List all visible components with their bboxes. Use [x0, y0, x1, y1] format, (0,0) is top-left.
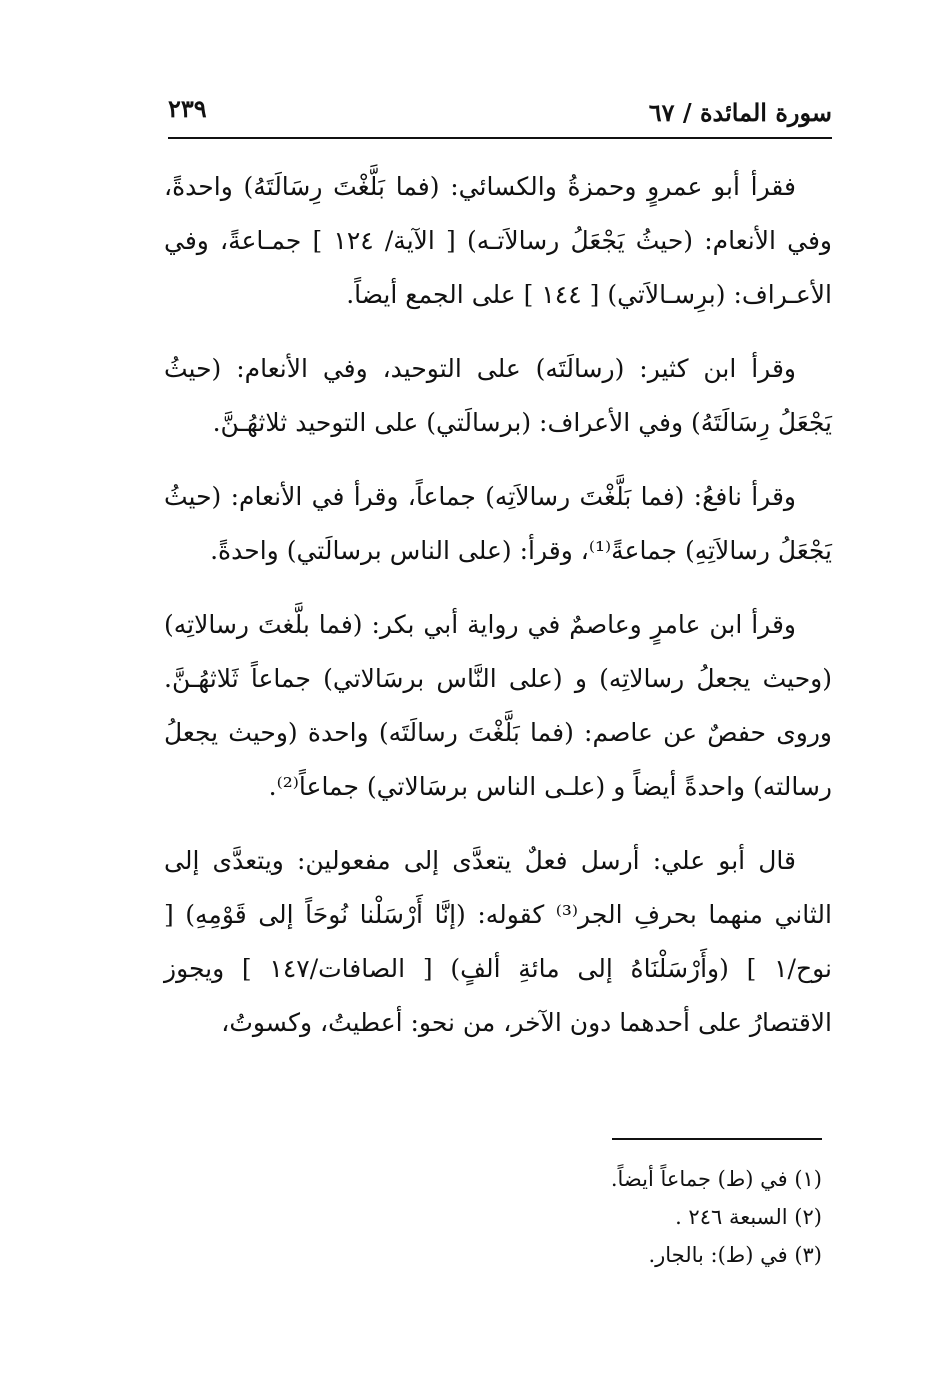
paragraph-4: وقرأ ابن عامرٍ وعاصمٌ في رواية أبي بكر: (فما بلَّغتَ رسالاتِه) (وحيث يجعلُ رسالاتِه) و (على النَّاس برسَالاتي) جماعاً ثَلاثهُـنَّ. وروى حفصٌ عن عاصم: (فما بَلَّغْتَ رسالَتَه) واحدة (وحيث يجعلُ رسالته) واحدةً أيضاً و (علـى الناس برسَالاتي) جماعاً⁽²⁾. [164, 610, 832, 801]
footnote-2: (٢) السبعة ٢٤٦ . [675, 1205, 822, 1229]
footnote-3: (٣) في (ط): بالجار. [648, 1243, 822, 1267]
paragraph-2: وقرأ ابن كثير: (رسالَتَه) على التوحيد، وفي الأنعام: (حيثُ يَجْعَلُ رِسَالَتَهُ) وفي الأعراف: (برسالَتي) على التوحيد ثلاثهُـنَّ. [164, 354, 832, 437]
paragraph-3: وقرأ نافعُ: (فما بَلَّغْتَ رسالاَتِه) جماعاً، وقرأ في الأنعام: (حيثُ يَجْعَلُ رسالاَتِهِ) جماعةً⁽¹⁾، وقرأ: (على الناس برسالَتي) واحدةً. [164, 482, 832, 565]
paragraph-5: قال أبو علي: أرسل فعلٌ يتعدَّى إلى مفعولين: ويتعدَّى إلى الثاني منهما بحرفِ الجر⁽³⁾ كقوله: (إنَّا أَرْسَلْنا نُوحَاً إلى قَوْمِهِ) [ نوح/١ ] (وأَرْسَلْنَاهُ إلى مائةِ ألفٍ) [ الصافات/١٤٧ ] ويجوز الاقتصارُ على أحدهما دون الآخر، من نحو: أعطيتُ، وكسوتُ، [164, 846, 832, 1037]
footnote-divider [612, 1138, 822, 1140]
main-text [164, 160, 832, 1070]
footnote-1: (١) في (ط) جماعاً أيضاً. [610, 1167, 822, 1191]
running-title: سورة المائدة / ٦٧ [648, 98, 832, 127]
page-number: ٢٣٩ [168, 94, 207, 123]
paragraph-1: فقرأ أبو عمروٍ وحمزةُ والكسائي: (فما بَلَّغْتَ رِسَالَتَهُ) واحدةً، وفي الأنعام: (حيثُ يَجْعَلُ رسالاَتـه) [ الآية/ ١٢٤ ] جمـاعةً، وفي الأعـراف: (برِسـالاَتي) [ ١٤٤ ] على الجمع أيضاً. [164, 172, 832, 309]
page-header [168, 88, 832, 136]
footnotes [420, 1160, 822, 1274]
header-divider [168, 137, 832, 139]
